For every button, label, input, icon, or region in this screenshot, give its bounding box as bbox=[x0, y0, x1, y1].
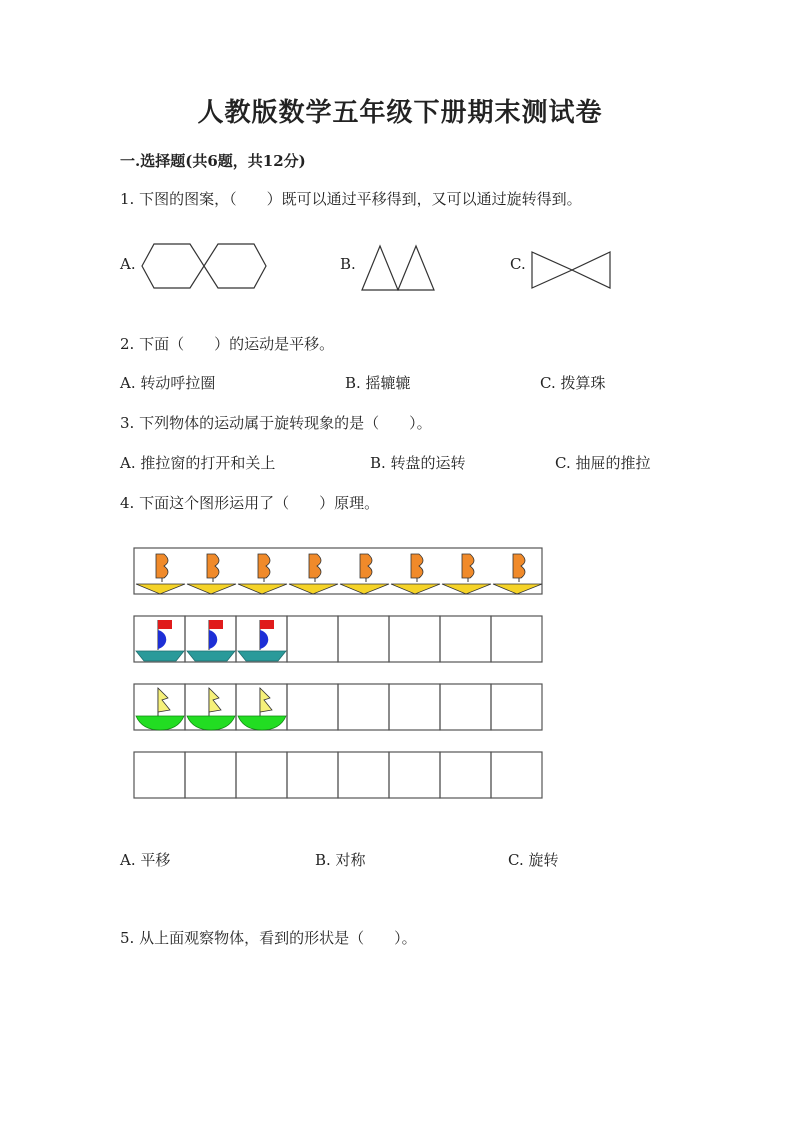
row1-flag bbox=[156, 554, 168, 578]
row1-flag bbox=[513, 554, 525, 578]
row3-hull bbox=[187, 716, 235, 730]
row3-cell bbox=[287, 684, 338, 730]
row2-flag bbox=[260, 620, 274, 629]
q4-boat-pattern-figure bbox=[130, 544, 545, 806]
row4-cell bbox=[236, 752, 287, 798]
q1-option-b-label[interactable]: B. bbox=[340, 255, 356, 273]
row2-cell bbox=[287, 616, 338, 662]
row1-hull bbox=[238, 584, 287, 594]
question-5-text: 5. 从上面观察物体，看到的形状是（ ）。 bbox=[120, 929, 417, 947]
row3-hull bbox=[238, 716, 286, 730]
row3-cell bbox=[491, 684, 542, 730]
q2-option-c[interactable]: C. 拨算珠 bbox=[540, 374, 606, 392]
row2-cell bbox=[491, 616, 542, 662]
section-heading: 一.选择题(共6题，共12分) bbox=[120, 152, 306, 170]
row3-cell bbox=[338, 684, 389, 730]
row3-hull bbox=[136, 716, 184, 730]
q4-option-c[interactable]: C. 旋转 bbox=[508, 851, 559, 869]
row1-flag bbox=[207, 554, 219, 578]
row3-sail bbox=[260, 688, 272, 712]
q1-option-b-triangles-figure bbox=[360, 244, 440, 292]
question-1-text: 1. 下图的图案，（ ）既可以通过平移得到，又可以通过旋转得到。 bbox=[120, 190, 582, 208]
row1-hull bbox=[391, 584, 440, 594]
q1-option-c-bowtie-figure bbox=[530, 250, 614, 292]
row4-cell bbox=[134, 752, 185, 798]
row4-cell bbox=[338, 752, 389, 798]
row1-flag bbox=[462, 554, 474, 578]
q4-option-b[interactable]: B. 对称 bbox=[315, 851, 366, 869]
row2-sail bbox=[158, 630, 166, 649]
row1-hull bbox=[289, 584, 338, 594]
row4-cell bbox=[185, 752, 236, 798]
page-title: 人教版数学五年级下册期末测试卷 bbox=[197, 98, 603, 128]
row2-sail bbox=[260, 630, 268, 649]
row2-cell bbox=[338, 616, 389, 662]
row1-hull bbox=[136, 584, 185, 594]
q1-option-a-label[interactable]: A. bbox=[120, 255, 136, 273]
q3-option-c[interactable]: C. 抽屉的推拉 bbox=[555, 454, 651, 472]
row2-cell bbox=[440, 616, 491, 662]
row2-flag bbox=[158, 620, 172, 629]
row1-flag bbox=[258, 554, 270, 578]
question-2-text: 2. 下面（ ）的运动是平移。 bbox=[120, 335, 335, 353]
q1-option-c-label[interactable]: C. bbox=[510, 255, 526, 273]
row3-cell bbox=[440, 684, 491, 730]
row2-hull bbox=[187, 651, 235, 661]
q3-option-a[interactable]: A. 推拉窗的打开和关上 bbox=[120, 454, 276, 472]
row2-hull bbox=[136, 651, 184, 661]
row4-cell bbox=[491, 752, 542, 798]
q4-option-a[interactable]: A. 平移 bbox=[120, 851, 171, 869]
q1-option-a-hexagons-figure bbox=[140, 242, 270, 292]
row2-hull bbox=[238, 651, 286, 661]
row2-cell bbox=[389, 616, 440, 662]
row3-sail bbox=[209, 688, 221, 712]
row3-cell bbox=[389, 684, 440, 730]
row4-cell bbox=[440, 752, 491, 798]
row1-hull bbox=[187, 584, 236, 594]
row1-flag bbox=[360, 554, 372, 578]
question-4-text: 4. 下面这个图形运用了（ ）原理。 bbox=[120, 494, 380, 512]
row3-sail bbox=[158, 688, 170, 712]
row1-hull bbox=[340, 584, 389, 594]
q3-option-b[interactable]: B. 转盘的运转 bbox=[370, 454, 466, 472]
row2-sail bbox=[209, 630, 217, 649]
question-3-text: 3. 下列物体的运动属于旋转现象的是（ ）。 bbox=[120, 414, 432, 432]
row4-cell bbox=[389, 752, 440, 798]
row1-hull bbox=[493, 584, 542, 594]
q2-option-b[interactable]: B. 摇辘辘 bbox=[345, 374, 411, 392]
row4-cell bbox=[287, 752, 338, 798]
row2-flag bbox=[209, 620, 223, 629]
row1-hull bbox=[442, 584, 491, 594]
row1-flag bbox=[309, 554, 321, 578]
q2-option-a[interactable]: A. 转动呼拉圈 bbox=[120, 374, 216, 392]
row1-flag bbox=[411, 554, 423, 578]
